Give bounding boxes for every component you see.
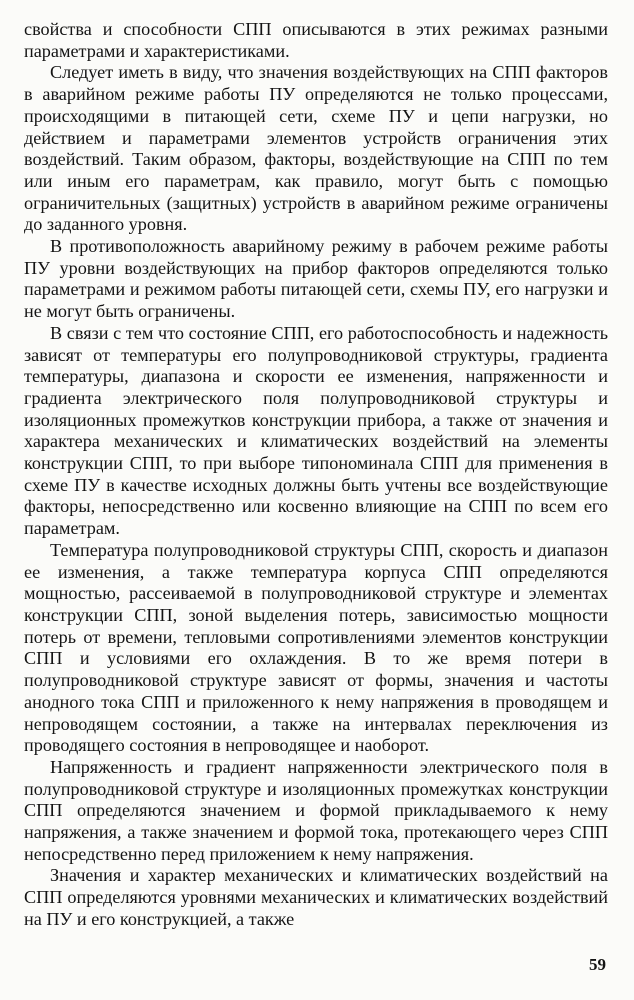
- paragraph-continuation: свойства и способности СПП описываются в этих режимах разными параметрами и характеристиками.: [24, 19, 608, 61]
- body-text: [24, 19, 608, 931]
- paragraph: Температура полупроводниковой структуры СПП, скорость и диапазон ее изменения, а также температура корпуса СПП определяются мощностью, рассеиваемой в полупроводниковой структуре и элементах конструкции СПП, зоной выделения потерь, зависимостью мощности потерь от времени, тепловыми сопротивлениями элементов конструкции СПП и условиями его охлаждения. В то же время потери в полупроводниковой структуре зависят от формы, значения и частоты анодного тока СПП и приложенного к нему напряжения в проводящем и непроводящем состоянии, а также на интервалах переключения из проводящего состояния в непроводящее и наоборот.: [24, 539, 608, 756]
- paragraph: Следует иметь в виду, что значения воздействующих на СПП факторов в аварийном режиме работы ПУ определяются не только процессами, происходящими в питающей сети, схеме ПУ и цепи нагрузки, но действием и параметрами элементов устройств ограничения этих воздействий. Таким образом, факторы, воздействующие на СПП по тем или иным его параметрам, как правило, могут быть с помощью ограничительных (защитных) устройств в аварийном режиме ограничены до заданного уровня.: [24, 62, 608, 235]
- page-number: 59: [589, 955, 606, 974]
- paragraph: Напряженность и градиент напряженности электрического поля в полупроводниковой структуре и изоляционных промежутках конструкции СПП определяются значением и формой прикладываемого к нему напряжения, а также значением и формой тока, протекающего через СПП непосредственно перед приложением к нему напряжения.: [24, 756, 608, 864]
- paragraph: В связи с тем что состояние СПП, его работоспособность и надежность зависят от температуры его полупроводниковой структуры, градиента температуры, диапазона и скорости ее изменения, напряженности и градиента электрического поля полупроводниковой структуры и изоляционных промежутков конструкции прибора, а также от значения и характера механических и климатических воздействий на элементы конструкции СПП, то при выборе типономинала СПП для применения в схеме ПУ в качестве исходных должны быть учтены все воздействующие факторы, непосредственно или косвенно влияющие на СПП по всем его параметрам.: [24, 322, 608, 539]
- paragraph: В противоположность аварийному режиму в рабочем режиме работы ПУ уровни воздействующих на прибор факторов определяются только параметрами и режимом работы питающей сети, схемы ПУ, его нагрузки и не могут быть ограничены.: [24, 236, 608, 322]
- paragraph: Значения и характер механических и климатических воздействий на СПП определяются уровнями механических и климатических воздействий на ПУ и его конструкцией, а также: [24, 865, 608, 929]
